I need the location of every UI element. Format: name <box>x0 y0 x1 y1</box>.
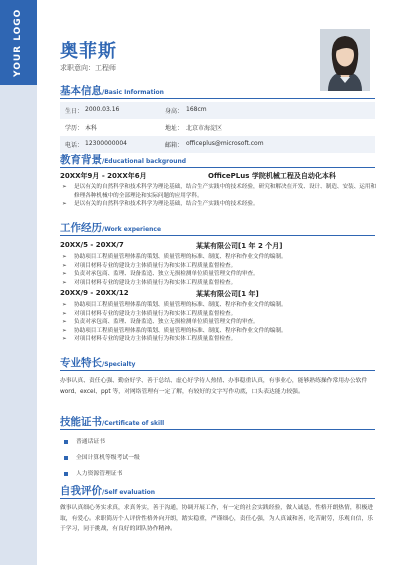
job-period: 20XX/9 - 20XX/12 <box>60 289 129 297</box>
arrow-icon: ➢ <box>62 327 67 334</box>
list-item: ➢ 对项目材料专业的建设方主体质量行为和实体工程质量监督检查。 <box>62 262 237 269</box>
certificate-item: 普通话证书 <box>64 436 105 445</box>
phone-label: 电话： <box>65 142 84 149</box>
height-value: 168cm <box>186 106 207 113</box>
section-title-en: /Educational background <box>102 158 187 165</box>
section-title-en: /Specialty <box>102 361 136 368</box>
birthday-label: 生日： <box>65 108 84 115</box>
section-title-en: /Basic Information <box>102 89 164 96</box>
list-item: ➢ 对项目材料专业的建设方主体质量行为和实体工程质量监督检查。 <box>62 279 237 286</box>
email-label: 邮箱： <box>165 142 184 149</box>
arrow-icon: ➢ <box>62 271 67 277</box>
address-value: 北京市海淀区 <box>186 125 223 132</box>
arrow-icon: ➢ <box>62 262 67 269</box>
section-title-basic <box>60 83 164 98</box>
section-title-en: /Self evaluation <box>102 489 156 496</box>
address-label: 地址： <box>165 125 184 132</box>
section-divider <box>60 98 375 99</box>
section-title-text: 专业特长 <box>60 357 102 369</box>
email-value: officeplus@microsoft.com <box>186 140 264 147</box>
person-photo-icon <box>320 29 370 91</box>
info-row-2 <box>60 119 375 136</box>
education-label: 学历： <box>65 125 84 132</box>
job-bullets <box>60 253 378 287</box>
section-title-work <box>60 220 161 235</box>
arrow-icon: ➢ <box>62 254 67 260</box>
job-bullets <box>60 301 378 344</box>
section-divider <box>60 498 375 499</box>
arrow-icon: ➢ <box>62 302 67 308</box>
list-item: ➢ 对项目材料专业的建设方主体质量行为和实体工程质量监督检查。 <box>62 310 237 317</box>
list-item: ➢ 是以有关的自然科学和技术科学为理论基础，结合生产实践中的技术经验，研究和解决在开发、设计、制造、安装、运用和修理各种机械中的全部理论和实际问题的应用学科。 <box>62 184 377 199</box>
logo-text: YOUR LOGO <box>13 8 23 78</box>
phone-value: 12300000004 <box>85 140 127 147</box>
list-item: ➢ 协助项目工程质量管理体系的策划、质量管理的标准、制度、程序和作业文件的编制。 <box>62 254 287 260</box>
section-divider <box>60 235 375 236</box>
arrow-icon: ➢ <box>62 319 67 325</box>
profile-photo <box>320 29 370 91</box>
list-item: ➢ 协助项目工程质量管理体系的策划、质量管理的标准、制度、程序和作业文件的编制。 <box>62 327 287 334</box>
section-title-text: 基本信息 <box>60 85 102 97</box>
square-bullet-icon <box>64 472 68 476</box>
education-value: 本科 <box>85 125 98 132</box>
section-title-text: 教育背景 <box>60 154 102 166</box>
certificate-item: 人力资源管理证书 <box>64 468 122 477</box>
birthday-value: 2000.03.16 <box>85 106 120 113</box>
info-row-1 <box>60 102 375 119</box>
section-title-text: 工作经历 <box>60 222 102 234</box>
job-period: 20XX/5 - 20XX/7 <box>60 241 124 249</box>
section-title-en: /Work experience <box>102 226 162 233</box>
job-intent: 求职意向：工程师 <box>60 64 116 72</box>
list-item: ➢ 对项目材料专业的建设方主体质量行为和实体工程质量监督检查。 <box>62 336 237 342</box>
section-title-text: 技能证书 <box>60 416 102 428</box>
list-item: ➢ 负责对承包商、监理、设备监造、独立无损检测单位质量管理文件的审查。 <box>62 271 259 277</box>
arrow-icon: ➢ <box>62 184 67 190</box>
section-divider <box>60 429 375 430</box>
section-title-education <box>60 152 186 167</box>
arrow-icon: ➢ <box>62 279 67 286</box>
candidate-name: 奥菲斯 <box>60 41 117 62</box>
education-bullets <box>60 183 378 209</box>
section-title-en: /Certificate of skill <box>102 420 165 427</box>
square-bullet-icon <box>64 440 68 444</box>
section-title-certificates <box>60 414 164 429</box>
height-label: 身高： <box>165 108 184 115</box>
list-item: ➢ 负责对承包商、监理、设备监造、独立无损检测单位质量管理文件的审查。 <box>62 319 259 325</box>
section-title-specialty <box>60 355 135 370</box>
arrow-icon: ➢ <box>62 336 67 342</box>
info-row-3 <box>60 136 375 153</box>
job-company: 某某有限公司[1 年] <box>196 290 259 298</box>
list-item: ➢ 是以有关的自然科学和技术科学为理论基础，结合生产实践中的技术经验。 <box>62 201 259 207</box>
list-item: ➢ 协助项目工程质量管理体系的策划、质量管理的标准、制度、程序和作业文件的编制。 <box>62 302 287 308</box>
section-title-text: 自我评价 <box>60 485 102 497</box>
arrow-icon: ➢ <box>62 310 67 317</box>
specialty-text: 办事认真、责任心强、勤奋好学、善于总结、虚心好学待人热情、办事稳重认真，有事业心，能够熟练操作常用办公软件 word、excel、ppt 等，对网络管理有一定了解，有较好的文字写作功底，口头表达能力较强。 <box>60 378 368 395</box>
job-company: 某某有限公司[1 年 2 个月] <box>196 242 283 250</box>
arrow-icon: ➢ <box>62 201 67 207</box>
section-title-self-eval <box>60 483 155 498</box>
section-divider <box>60 167 375 168</box>
education-period: 20XX年9月 - 20XX年6月 <box>60 172 147 180</box>
self-eval-text: 做事认真细心务实求真，求真务实，善于沟通，协调开展工作，有一定的社会实践经验，做人诚恳，性格开朗热情，积极进取，有爱心。求职简历个人评价性格外向开朗，踏实稳重，严谨细心，责任心强，为人真诚和善，吃苦耐劳，乐观自信，乐于学习，同于挑战，有良好的团队协作精神。 <box>60 505 374 532</box>
square-bullet-icon <box>64 456 68 460</box>
section-divider <box>60 370 375 371</box>
logo-block <box>0 0 37 85</box>
certificate-item: 全国计算机等级考试一级 <box>64 452 140 461</box>
education-school-major: OfficePLus 学院机械工程及自动化本科 <box>208 172 336 180</box>
